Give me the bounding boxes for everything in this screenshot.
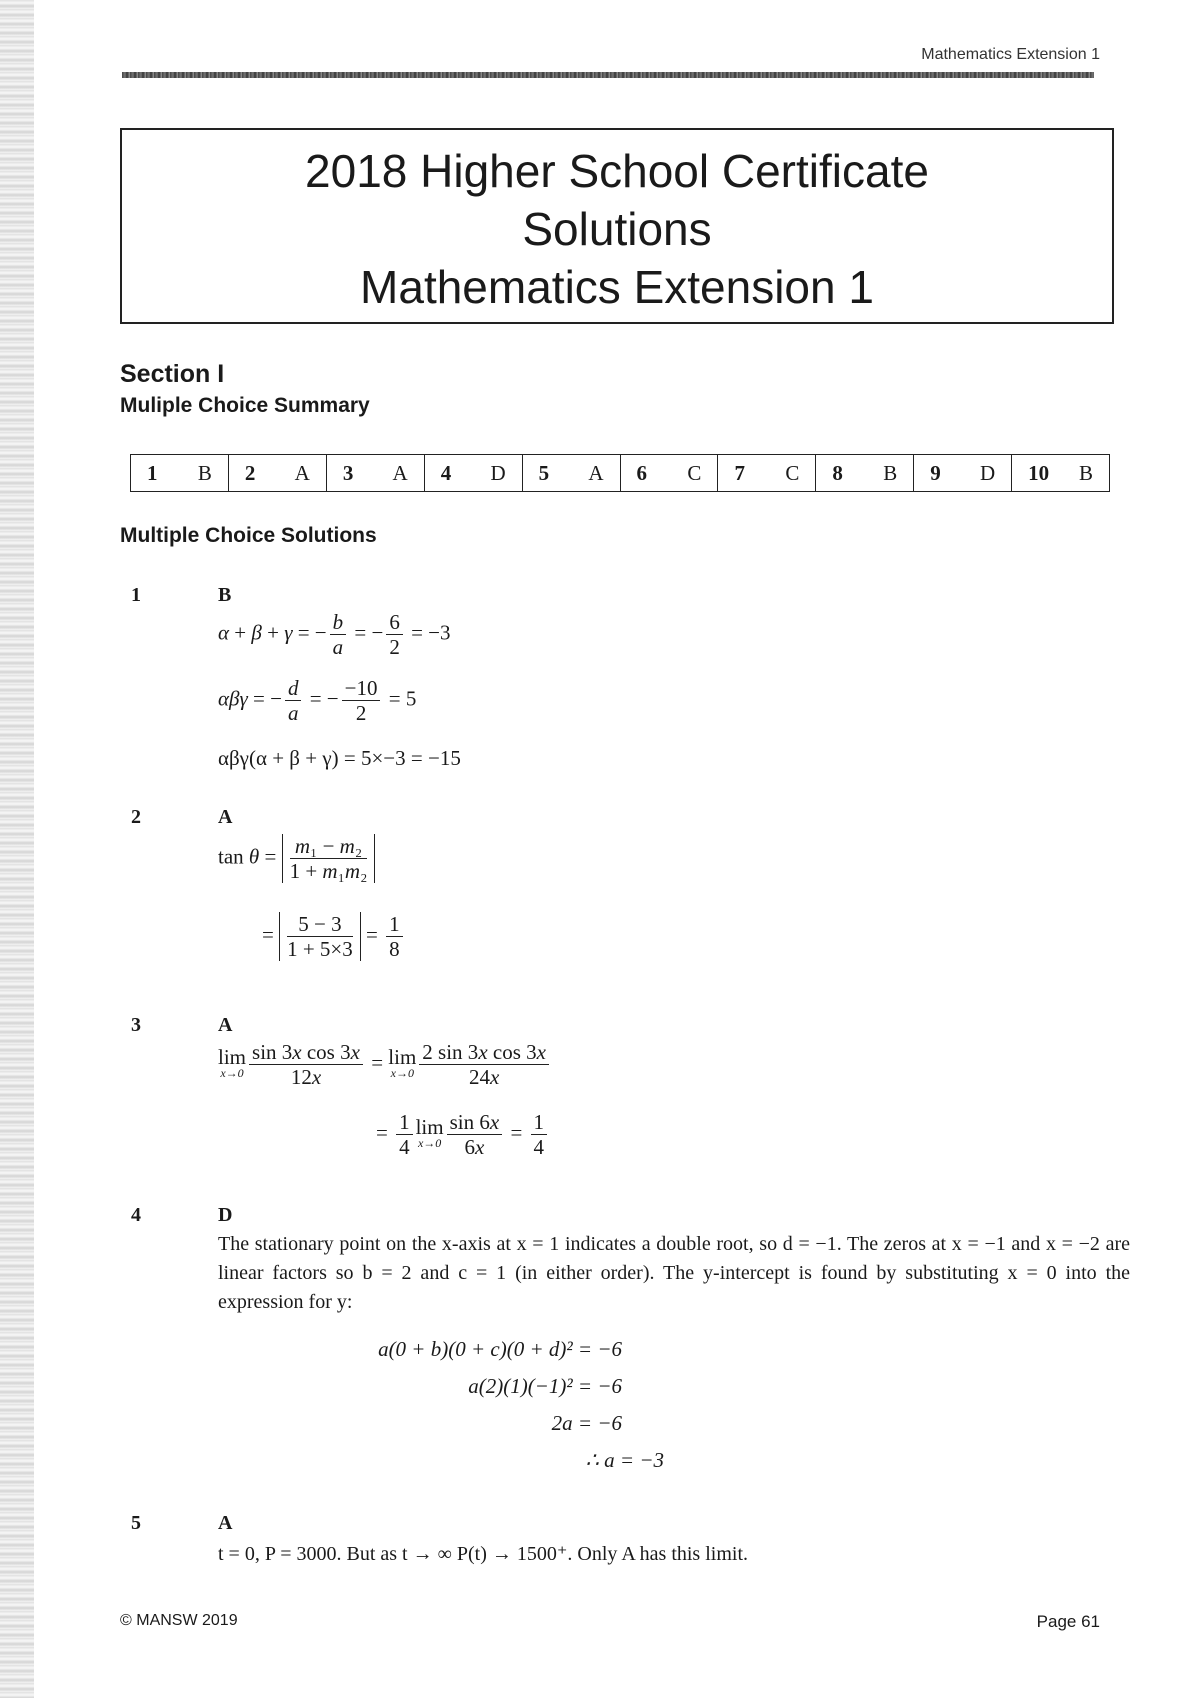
mc-question: 9 (930, 460, 941, 485)
mc-question: 1 (147, 460, 158, 485)
q1-equation-result: αβγ(α + β + γ) = 5×−3 = −15 (218, 746, 461, 770)
section-title: Section I (120, 360, 225, 388)
question-number: 4 (131, 1204, 141, 1226)
title-line-1: 2018 Higher School Certificate (305, 145, 929, 197)
footer-page-number: Page 61 (1036, 1612, 1100, 1631)
title-line-3: Mathematics Extension 1 (360, 261, 874, 313)
title-box (120, 128, 1114, 324)
question-number: 5 (131, 1512, 141, 1534)
question-number: 2 (131, 806, 141, 828)
q3-equation-limit: lim x→0 $\frac{\text{sin 3x cos 3x}}{12x}$ = lim x→0 $\frac{\text{2 sin 3x cos 3x}}{24x}$ (218, 1040, 552, 1089)
scan-binding-edge (0, 0, 34, 1698)
q1-equation-product: αβγ = − $\frac{d}{a}$ = − $\frac{-10}{2}$ = 5 (218, 676, 417, 725)
mc-answer: B (197, 460, 212, 485)
mc-cell (229, 455, 327, 491)
mc-answer: A (588, 460, 604, 485)
title-line-2: Solutions (522, 203, 712, 255)
q4-explanation: The stationary point on the x-axis at x = 1 indicates a double root, so d = −1. The zeros at x = −1 and x = −2 are linear factors so b = 2 and c = 1 (in either order). The y-intercept is found by substituting x = 0 into the expression for y: (218, 1233, 1130, 1313)
mc-cell (816, 455, 914, 491)
mc-cell (523, 455, 621, 491)
mc-question: 5 (538, 460, 550, 485)
mc-answer: C (687, 460, 702, 485)
mc-summary-table (130, 454, 1110, 492)
mc-question: 2 (244, 460, 256, 485)
mc-cell (1012, 455, 1109, 491)
q3-equation-result: = $\frac{1}{4}$ lim x→0 $\frac{\sin 6x}{6x}$ = $\frac{1}{4}$ (376, 1110, 550, 1159)
mc-cell (327, 455, 425, 491)
mc-question: 7 (734, 460, 745, 485)
running-header: Mathematics Extension 1 (921, 46, 1100, 63)
solutions-heading: Multiple Choice Solutions (120, 524, 377, 547)
mc-question: 6 (636, 460, 648, 485)
mc-question: 4 (440, 460, 452, 485)
question-answer: B (218, 584, 232, 606)
q5-explanation: t = 0, P = 3000. But as t → ∞ P(t) → 1500⁺. Only A has this limit. (218, 1543, 748, 1565)
q4-step-1: a(0 + b)(0 + c)(0 + d)² = −6 (378, 1337, 622, 1361)
mc-cell (718, 455, 816, 491)
mc-answer: B (1079, 460, 1094, 485)
mc-answer: D (979, 460, 996, 485)
question-answer: A (218, 806, 233, 828)
mc-cell (425, 455, 523, 491)
mc-answer: C (785, 460, 800, 485)
mc-cell (131, 455, 229, 491)
mc-answer: B (883, 460, 898, 485)
mc-cell (914, 455, 1012, 491)
q2-equation-formula: tan θ = $\frac{\text{m₁ − m₂}}{\text{1 + m₁m₂}}$ (218, 834, 375, 883)
q4-step-3: 2a = −6 (551, 1411, 622, 1435)
question-number: 3 (131, 1014, 141, 1036)
q2-equation-result: = $\frac{5 - 3}{1 + 5\times 3}$ = $\frac{1}{8}$ (262, 912, 406, 961)
question-answer: A (218, 1512, 233, 1534)
footer-copyright: © MANSW 2019 (120, 1612, 238, 1629)
mc-question: 8 (832, 460, 843, 485)
question-answer: A (218, 1014, 233, 1036)
question-number: 1 (131, 584, 141, 606)
mc-answer: D (490, 460, 506, 485)
mc-cell (621, 455, 719, 491)
q4-step-4: ∴ a = −3 (585, 1448, 664, 1472)
section-subtitle: Muliple Choice Summary (120, 394, 370, 417)
question-answer: D (218, 1204, 233, 1226)
mc-answer: A (392, 460, 408, 485)
q4-step-2: a(2)(1)(−1)² = −6 (468, 1374, 622, 1398)
mc-answer: A (294, 460, 310, 485)
header-rule (122, 72, 1094, 78)
mc-question: 10 (1028, 460, 1050, 485)
mc-question: 3 (342, 460, 354, 485)
q1-equation-sum: α + β + γ = − $\frac{b}{a}$ = − $\frac{6}{2}$ = −3 (218, 610, 451, 659)
